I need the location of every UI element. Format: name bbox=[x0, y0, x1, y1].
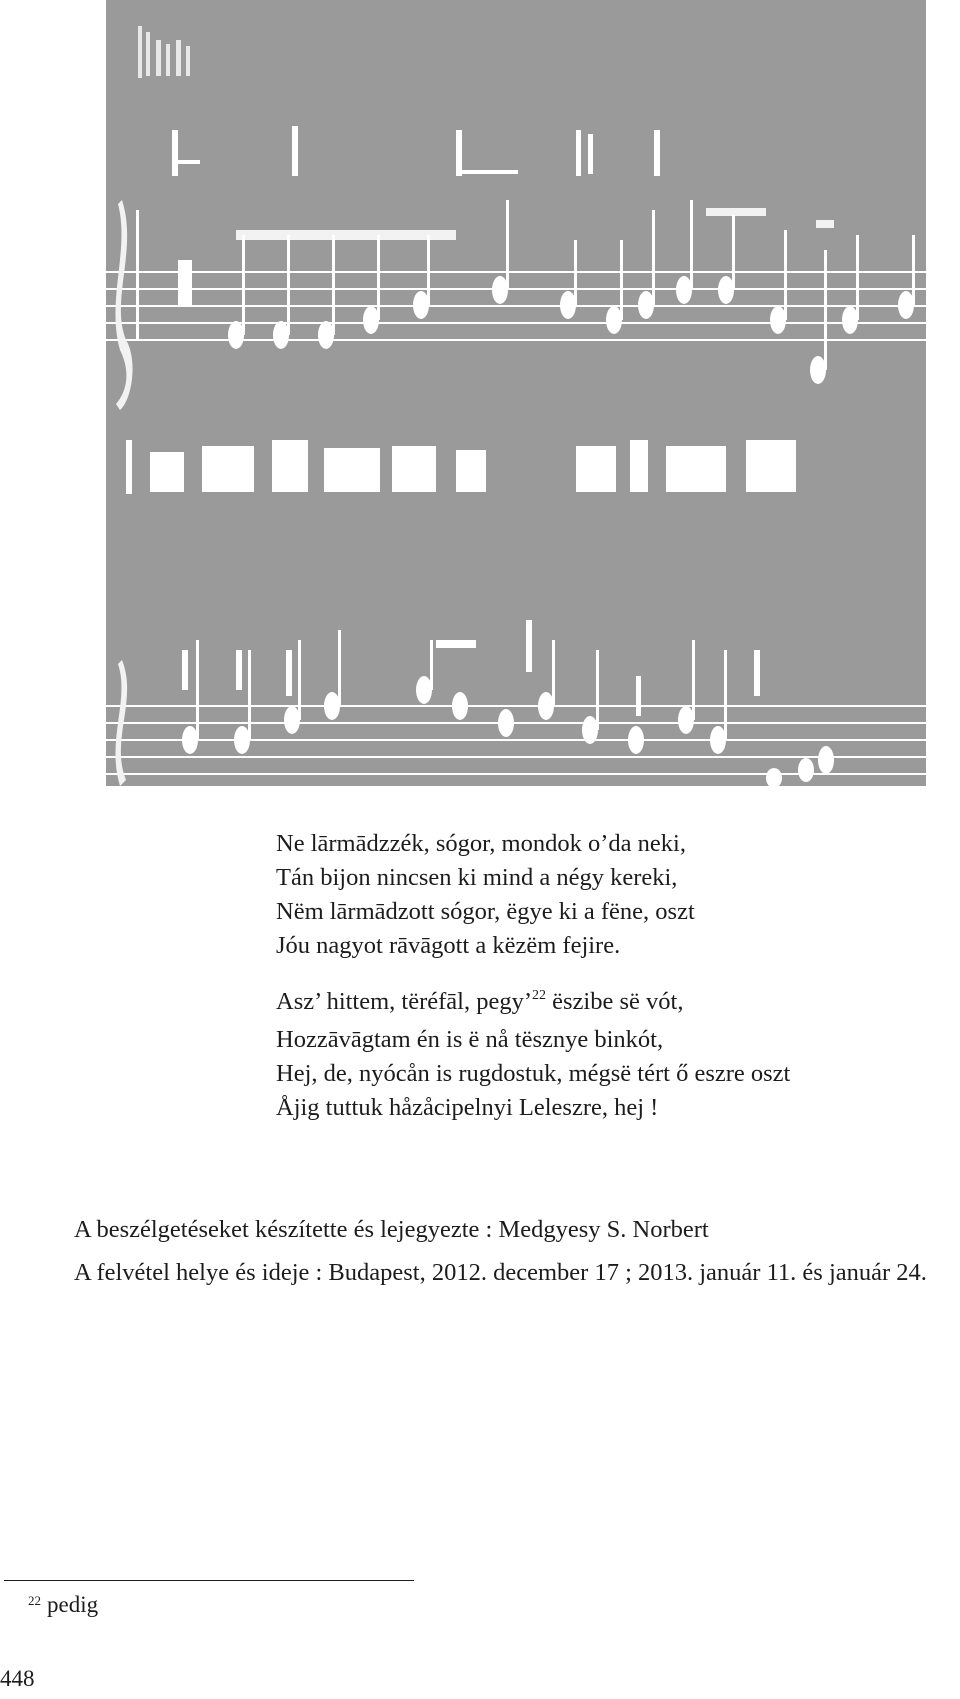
footnote-reference: 22 bbox=[532, 988, 547, 1003]
page-number: 448 bbox=[0, 1666, 35, 1691]
poem-stanza-2 bbox=[276, 985, 790, 1125]
credits-interviewer: A beszélgetéseket készítette és lejegyezte : Medgyesy S. Norbert bbox=[74, 1216, 709, 1243]
footnote-divider bbox=[4, 1580, 414, 1581]
poem bbox=[276, 827, 790, 1147]
poem-line: Hej, de, nyócån is rugdostuk, mégsë tért ő eszre oszt bbox=[276, 1060, 791, 1087]
footnote bbox=[28, 1590, 98, 1620]
poem-line-start: Asz’ hittem, tëréfāl, pegy’ bbox=[276, 988, 533, 1015]
footnote-text: pedig bbox=[47, 1592, 99, 1617]
poem-line: Nëm lārmādzott sógor, ëgye ki a fëne, oszt bbox=[276, 898, 695, 925]
music-score-image bbox=[106, 0, 926, 786]
poem-line: Hozzāvāgtam én is ë nå tësznye binkót, bbox=[276, 1026, 664, 1053]
poem-line-with-footnote bbox=[276, 985, 790, 1023]
credits-recording-place-date: A felvétel helye és ideje : Budapest, 2012. december 17 ; 2013. január 11. és január 24. bbox=[74, 1259, 927, 1286]
credits bbox=[74, 1213, 954, 1299]
footnote-marker: 22 bbox=[28, 1593, 41, 1608]
poem-line: Åjig tuttuk håzåcipelnyi Leleszre, hej ! bbox=[276, 1094, 659, 1121]
poem-stanza-1 bbox=[276, 827, 790, 963]
poem-line: Ne lārmādzzék, sógor, mondok o’da neki, bbox=[276, 830, 686, 857]
poem-line: Jóu nagyot rāvāgott a këzëm fejire. bbox=[276, 932, 621, 959]
poem-line: Tán bijon nincsen ki mind a négy kereki, bbox=[276, 864, 678, 891]
poem-line-end: ëszibe së vót, bbox=[546, 988, 684, 1015]
